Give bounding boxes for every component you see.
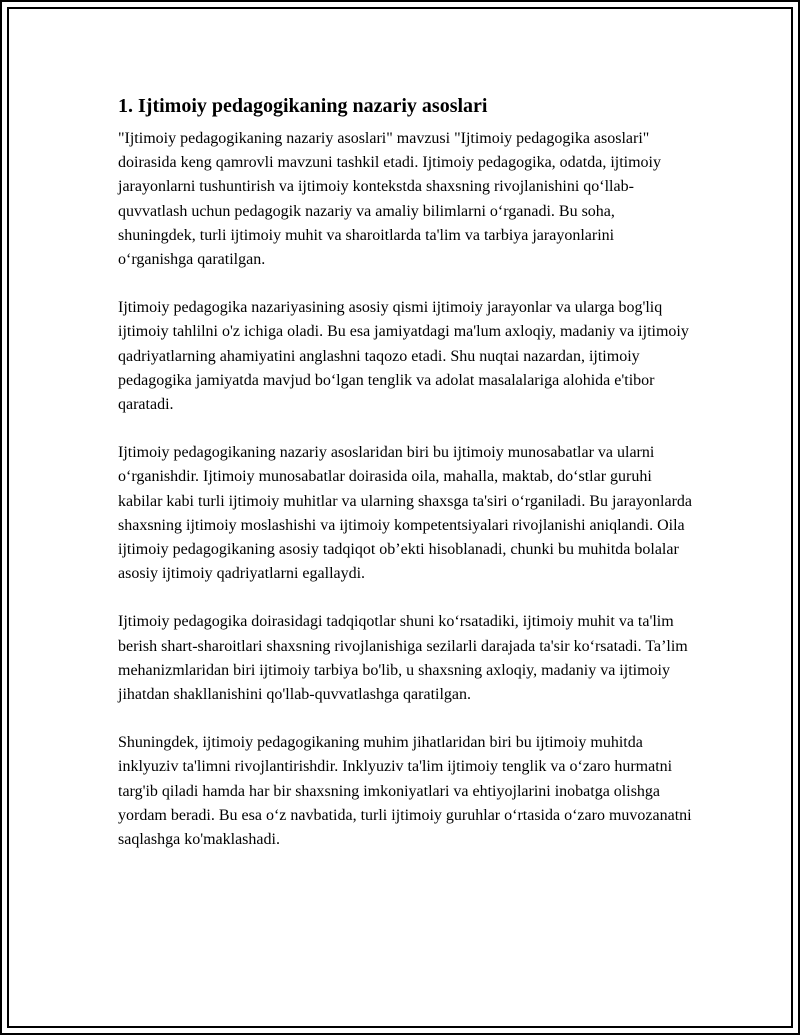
paragraph-2: Ijtimoiy pedagogika nazariyasining asosiy qismi ijtimoiy jarayonlar va ularga bog'liq ijtimoiy tahlilni o'z ichiga oladi. Bu esa jamiyatdagi ma'lum axloqiy, madaniy va ijtimoiy qadriyatlarning ahamiyatini anglashni taqozo etadi. Shu nuqtai nazardan, ijtimoiy pedagogika jamiyatda mavjud bo‘lgan tenglik va adolat masalalariga alohida e'tibor qaratadi. xyxy=(118,299,689,414)
paragraph-1: "Ijtimoiy pedagogikaning nazariy asoslari" mavzusi "Ijtimoiy pedagogika asoslari" doirasida keng qamrovli mavzuni tashkil etadi. Ijtimoiy pedagogika, odatda, ijtimoiy jarayonlarni tushuntirish va ijtimoiy kontekstda shaxsning rivojlanishini qo‘llab-quvvatlash uchun pedagogik nazariy va amaliy bilimlarni o‘rganadi. Bu soha, shuningdek, turli ijtimoiy muhit va sharoitlarda ta'lim va tarbiya jarayonlarini o‘rganishga qaratilgan. xyxy=(118,130,661,269)
section-title: 1. Ijtimoiy pedagogikaning nazariy asoslari xyxy=(118,95,488,117)
paragraph-3: Ijtimoiy pedagogikaning nazariy asoslaridan biri bu ijtimoiy munosabatlar va ularni o‘rganishdir. Ijtimoiy munosabatlar doirasida oila, mahalla, maktab, do‘stlar guruhi kabilar kabi turli ijtimoiy muhitlar va ularning shaxsga ta'siri o‘rganiladi. Bu jarayonlarda shaxsning ijtimoiy moslashishi va ijtimoiy kompetentsiyalari rivojlanishi aniqlandi. Oila ijtimoiy pedagogikaning asosiy tadqiqot ob’ekti hisoblanadi, chunki bu muhitda bolalar asosiy ijtimoiy qadriyatlarni egallaydi. xyxy=(118,444,692,583)
paragraph-4: Ijtimoiy pedagogika doirasidagi tadqiqotlar shuni ko‘rsatadiki, ijtimoiy muhit va ta'lim berish shart-sharoitlari shaxsning rivojlanishiga sezilarli darajada ta'sir ko‘rsatadi. Ta’lim mehanizmlaridan biri ijtimoiy tarbiya bo'lib, u shaxsning axloqiy, madaniy va ijtimoiy jihatdan shakllanishini qo'llab-quvvatlashga qaratilgan. xyxy=(118,613,688,704)
document-body xyxy=(118,93,693,876)
paragraph-5: Shuningdek, ijtimoiy pedagogikaning muhim jihatlaridan biri bu ijtimoiy muhitda inklyuziv ta'limni rivojlantirishdir. Inklyuziv ta'lim ijtimoiy tenglik va o‘zaro hurmatni targ'ib qiladi hamda har bir shaxsning imkoniyatlari va ehtiyojlarini inobatga olishga yordam beradi. Bu esa o‘z navbatida, turli ijtimoiy guruhlar o‘rtasida o‘zaro muvozanatni saqlashga ko'maklashadi. xyxy=(118,734,692,849)
